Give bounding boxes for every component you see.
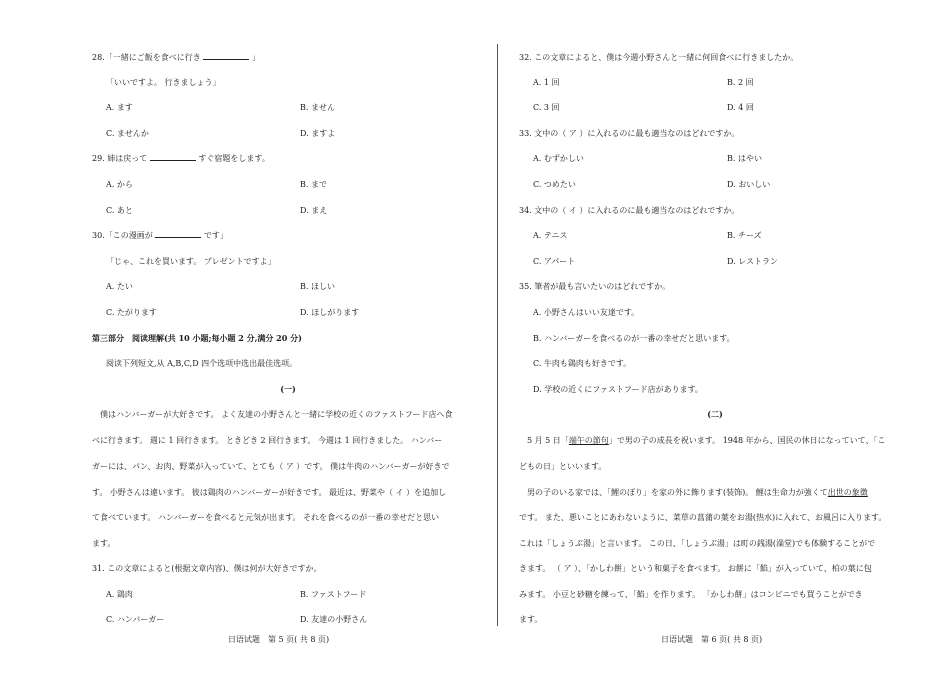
question-30-stem: 30.「この漫画が です」 bbox=[92, 231, 228, 240]
q32-option-c: C. 3 回 bbox=[533, 103, 560, 112]
passage-number: (一) bbox=[280, 384, 296, 394]
q30-option-b: B. ほしい bbox=[300, 282, 335, 291]
question-28-stem: 28.「一緒にご飯を食べに行き 」 bbox=[92, 53, 260, 62]
q32-option-d: D. 4 回 bbox=[727, 103, 754, 112]
passage-line: す。 小野さんは違います。 彼は鶏肉のハンバーガーが好きです。 最近は、野菜や（ イ ）を追加し bbox=[92, 488, 447, 497]
q31-option-c: C. ハンバーガー bbox=[106, 615, 165, 624]
passage-line: ます。 bbox=[519, 615, 543, 624]
q33-option-d: D. おいしい bbox=[727, 180, 771, 189]
q32-option-a: A. 1 回 bbox=[533, 78, 560, 87]
question-32-stem: 32. この文章によると、僕は今週小野さんと一緒に何回食べに行きましたか。 bbox=[519, 53, 799, 62]
answer-blank bbox=[203, 52, 249, 60]
passage-line: これは「しょうぶ湯」と言います。 この日、「しょうぶ湯」は町の銭湯(澡堂)でも体験することがで bbox=[519, 539, 876, 548]
column-divider bbox=[497, 44, 498, 626]
passage-line: 男の子のいる家では、「鯉のぼり」を家の外に飾ります(装饰)。 鯉は生命力が強くて出世の象徴 bbox=[527, 488, 868, 497]
q28-option-d: D. ますよ bbox=[300, 129, 336, 138]
question-28-reply: 「いいですよ。 行きましょう」 bbox=[106, 78, 221, 87]
q30-option-c: C. たがります bbox=[106, 308, 157, 317]
question-29-stem: 29. 姉は戻って すぐ宿題をします。 bbox=[92, 154, 270, 163]
passage-number: (二) bbox=[707, 409, 723, 419]
question-34-stem: 34. 文中の（ イ ）に入れるのに最も適当なのはどれですか。 bbox=[519, 206, 740, 215]
q35-option-d: D. 学校の近くにファストフード店があります。 bbox=[533, 385, 703, 394]
q31-option-b: B. ファストフード bbox=[300, 590, 367, 599]
q29-option-c: C. あと bbox=[106, 206, 133, 215]
underlined-term: 端午の節句 bbox=[568, 436, 609, 445]
answer-blank bbox=[155, 230, 201, 238]
question-31-stem: 31. この文章によると(根据文章内容)、僕は何が大好きですか。 bbox=[92, 564, 322, 573]
q31-option-a: A. 鶏肉 bbox=[106, 590, 133, 599]
passage-line: きます。 （ ア ）、「かしわ餅」という和菓子を食べます。 お餅に「餡」が入っていて、柏の葉に包 bbox=[519, 564, 872, 573]
q33-option-a: A. むずかしい bbox=[533, 154, 584, 163]
q29-option-a: A. から bbox=[106, 180, 133, 189]
passage-line: べに行きます。 週に 1 回行きます。 ときどき 2 回行きます。 今週は 1 回行きました。 ハンバー bbox=[92, 436, 443, 445]
q29-option-d: D. まえ bbox=[300, 206, 328, 215]
underlined-term: 出世の象徴 bbox=[827, 488, 868, 497]
q30-option-a: A. たい bbox=[106, 282, 133, 291]
passage-line: 5 月 5 日「端午の節句」で男の子の成長を祝います。 1948 年から、国民の休日になっていて、「こ bbox=[527, 436, 886, 445]
q35-option-b: B. ハンバーガーを食べるのが一番の幸せだと思います。 bbox=[533, 334, 735, 343]
q34-option-d: D. レストラン bbox=[727, 257, 778, 266]
answer-blank bbox=[150, 153, 196, 161]
q34-option-c: C. アパート bbox=[533, 257, 576, 266]
q34-option-a: A. テニス bbox=[533, 231, 568, 240]
passage-line: て食べています。 ハンバーガーを食べると元気が出ます。 それを食べるのが一番の幸せだと思い bbox=[92, 513, 440, 522]
q35-option-c: C. 牛肉も鶏肉も好きです。 bbox=[533, 359, 632, 368]
passage-line: どもの日」といいます。 bbox=[519, 462, 607, 471]
passage-line: ガーには、パン、お肉、野菜が入っていて、とても（ ア ）です。 僕は牛肉のハンバーガーが好きで bbox=[92, 462, 450, 471]
page-footer: 日语试题 第 5 页( 共 8 页) bbox=[228, 635, 330, 644]
passage-line: 僕はハンバーガーが大好きです。 よく友達の小野さんと一緒に学校の近くのファストフード店へ食 bbox=[100, 410, 453, 419]
q33-option-c: C. つめたい bbox=[533, 180, 576, 189]
page-footer: 日语试题 第 6 页( 共 8 页) bbox=[661, 635, 763, 644]
q28-option-c: C. ませんか bbox=[106, 129, 149, 138]
passage-line: ます。 bbox=[92, 539, 116, 548]
q35-option-a: A. 小野さんはいい友達です。 bbox=[533, 308, 640, 317]
section-instruction: 阅读下列短文,从 A,B,C,D 四个选项中选出最佳选项。 bbox=[106, 359, 298, 368]
q28-option-b: B. ません bbox=[300, 103, 335, 112]
q34-option-b: B. チーズ bbox=[727, 231, 762, 240]
section-heading: 第三部分 阅读理解(共 10 小题;每小题 2 分,满分 20 分) bbox=[92, 333, 302, 343]
question-33-stem: 33. 文中の（ ア ）に入れるのに最も適当なのはどれですか。 bbox=[519, 129, 740, 138]
q33-option-b: B. はやい bbox=[727, 154, 762, 163]
q29-option-b: B. まで bbox=[300, 180, 327, 189]
question-35-stem: 35. 筆者が最も言いたいのはどれですか。 bbox=[519, 282, 671, 291]
question-30-reply: 「じゃ、これを買います。 プレゼントですよ」 bbox=[106, 257, 276, 266]
q31-option-d: D. 友達の小野さん bbox=[300, 615, 368, 624]
q28-option-a: A. ます bbox=[106, 103, 133, 112]
passage-line: です。 また、悪いことにあわないように、菜草の菖蒲の葉をお湯(热水)に入れて、お風呂に入ります。 bbox=[519, 513, 887, 522]
q30-option-d: D. ほしがります bbox=[300, 308, 360, 317]
q32-option-b: B. 2 回 bbox=[727, 78, 754, 87]
passage-line: みます。 小豆と砂糖を練って、「餡」を作ります。 「かしわ餅」はコンビニでも買うことができ bbox=[519, 590, 863, 599]
